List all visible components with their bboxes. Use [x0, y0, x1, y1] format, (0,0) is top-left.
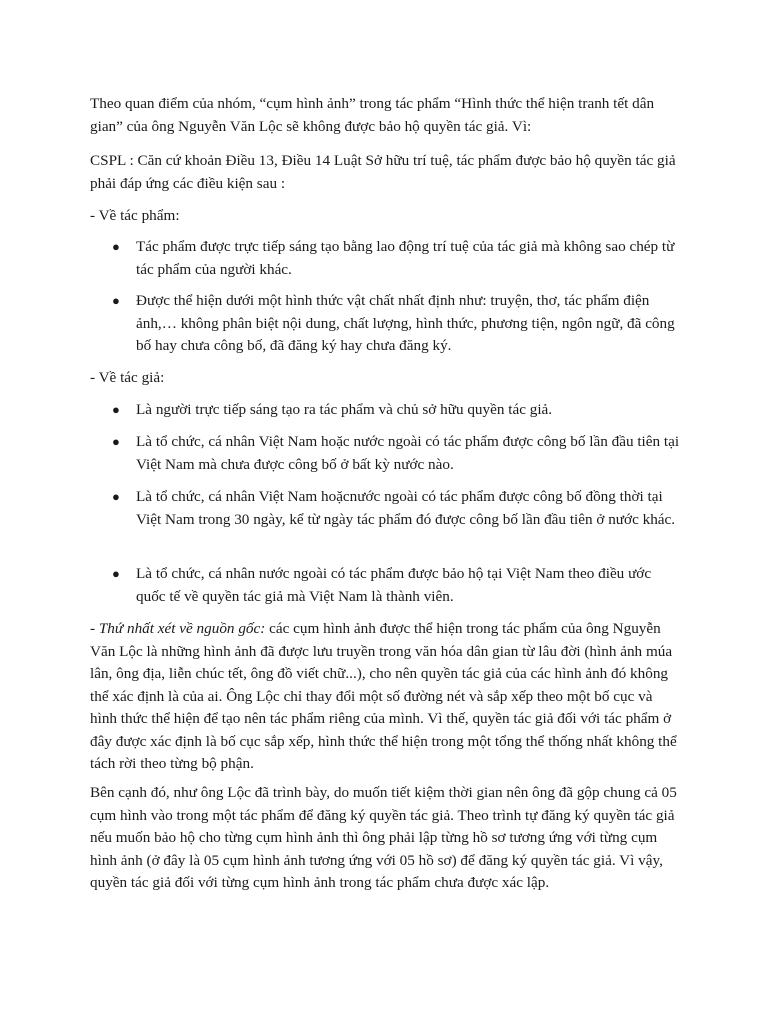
bullet-icon: ●	[112, 566, 120, 581]
origin-text: các cụm hình ảnh được thể hiện trong tác phẩm của ông Nguyễn Văn Lộc là những hình ảnh đã được lưu truyền trong văn hóa dân gian từ lâu đời (hình ảnh múa lân, ông địa, liễn chúc tết, ông đồ viết chữ...), cho nên quyền tác giả của các hình ảnh đó không thể xác định là của ai. Ông Lộc chỉ thay đổi một số đường nét và sắp xếp theo một bố cục và hình thức thể hiện để tạo nên tác phẩm riêng của mình. Vì thế, quyền tác giả đối với tác phẩm ở đây được xác định là bố cục sắp xếp, hình thức thể hiện trong một tổng thể thống nhất không thể tách rời theo từng bộ phận.	[90, 620, 677, 772]
origin-paragraph	[90, 618, 680, 776]
closing-paragraph: Bên cạnh đó, như ông Lộc đã trình bày, do muốn tiết kiệm thời gian nên ông đã gộp chung cả 05 cụm hình vào trong một tác phẩm để đăng ký quyền tác giả. Theo trình tự đăng ký quyền tác giả nếu muốn bảo hộ cho từng cụm hình ảnh thì ông phải lập từng hồ sơ tương ứng với từng cụm hình ảnh (ở đây là 05 cụm hình ảnh tương ứng với 05 hồ sơ) để đăng ký quyền tác giả. Vì vậy, quyền tác giả đối với từng cụm hình ảnh trong tác phẩm chưa được xác lập.	[90, 784, 677, 891]
intro-paragraph: Theo quan điểm của nhóm, “cụm hình ảnh” trong tác phẩm “Hình thức thể hiện tranh tết dân gian” của ông Nguyễn Văn Lộc sẽ không được bảo hộ quyền tác giả. Vì:	[90, 95, 655, 135]
bullet-icon: ●	[112, 434, 120, 449]
list-item	[108, 431, 680, 476]
list-item-text: Là người trực tiếp sáng tạo ra tác phẩm và chủ sở hữu quyền tác giả.	[136, 401, 553, 418]
work-section-heading: - Về tác phẩm:	[90, 207, 180, 224]
list-item-text: Tác phẩm được trực tiếp sáng tạo bằng lao động trí tuệ của tác giả mà không sao chép từ tác phẩm của người khác.	[136, 238, 675, 278]
author-section-heading: - Về tác giả:	[90, 369, 165, 386]
list-item	[108, 236, 680, 281]
list-item	[108, 486, 680, 531]
origin-lead: - Thứ nhất xét về nguồn gốc:	[90, 620, 266, 637]
list-item-text: Là tổ chức, cá nhân Việt Nam hoặc nước ngoài có tác phẩm được công bố lần đầu tiên tại Việt Nam mà chưa được công bố ở bất kỳ nước nào.	[136, 433, 680, 473]
list-item	[108, 399, 680, 422]
list-item	[108, 290, 680, 358]
bullet-icon: ●	[112, 293, 120, 308]
list-item-text: Là tổ chức, cá nhân Việt Nam hoặcnước ngoài có tác phẩm được công bố đồng thời tại Việt Nam trong 30 ngày, kể từ ngày tác phẩm đó được công bố lần đầu tiên ở nước khác.	[136, 488, 676, 528]
list-item-text: Là tổ chức, cá nhân nước ngoài có tác phẩm được bảo hộ tại Việt Nam theo điều ước quốc tế về quyền tác giả mà Việt Nam là thành viên.	[136, 565, 652, 605]
bullet-icon: ●	[112, 489, 120, 504]
list-item	[108, 563, 680, 608]
bullet-icon: ●	[112, 239, 120, 254]
legal-basis-paragraph: CSPL : Căn cứ khoản Điều 13, Điều 14 Luật Sở hữu trí tuệ, tác phẩm được bảo hộ quyền tác giả phải đáp ứng các điều kiện sau :	[90, 152, 676, 192]
bullet-icon: ●	[112, 402, 120, 417]
list-item-text: Được thể hiện dưới một hình thức vật chất nhất định như: truyện, thơ, tác phẩm điện ảnh,… không phân biệt nội dung, chất lượng, hình thức, phương tiện, ngôn ngữ, đã công bố hay chưa công bố, đã đăng ký hay chưa đăng ký.	[136, 292, 675, 354]
